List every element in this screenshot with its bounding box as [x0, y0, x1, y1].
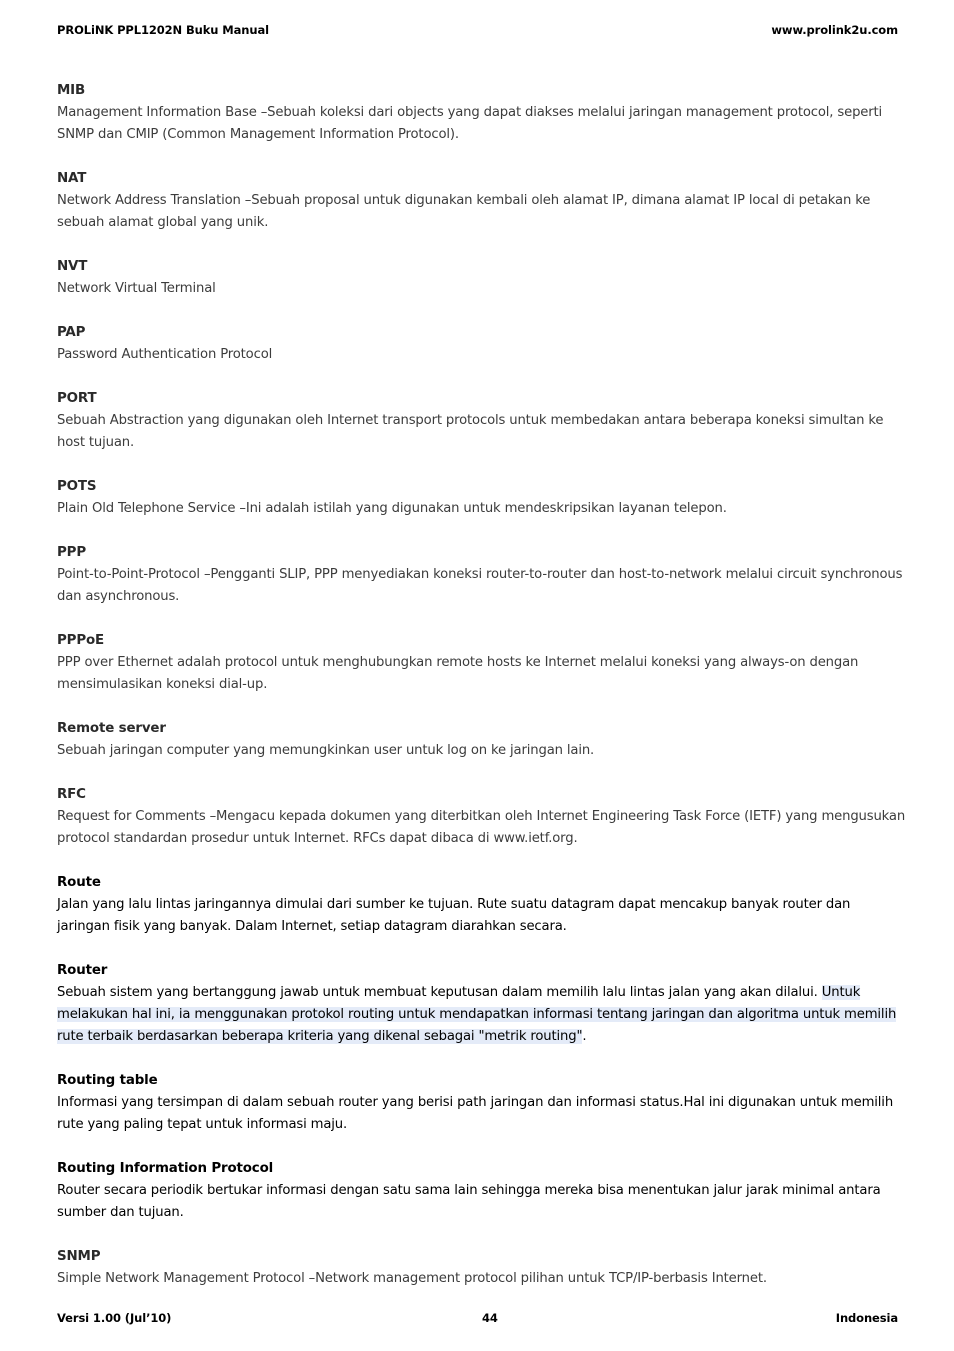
- glossary-entry-remote-server: [57, 718, 907, 762]
- definition-router-text: Sebuah sistem yang bertanggung jawab untuk membuat keputusan dalam memilih lalu lintas jalan yang akan dilalui.: [57, 985, 822, 1000]
- language-label: Indonesia: [835, 1311, 898, 1325]
- glossary-entry-mib: [57, 80, 907, 146]
- definition-router-end: .: [582, 1029, 587, 1044]
- glossary-entry-nvt: [57, 256, 907, 300]
- glossary-entry-pots: [57, 476, 907, 520]
- term-pap: PAP: [57, 325, 86, 340]
- glossary-entry-rip: [57, 1158, 907, 1224]
- definition-port: Sebuah Abstraction yang digunakan oleh Internet transport protocols untuk membedakan antara beberapa koneksi simultan ke host tujuan.: [57, 413, 884, 450]
- definition-pots: Plain Old Telephone Service –Ini adalah istilah yang digunakan untuk mendeskripsikan layanan telepon.: [57, 501, 727, 516]
- definition-route: Jalan yang lalu lintas jaringannya dimulai dari sumber ke tujuan. Rute suatu datagram dapat mencakup banyak router dan jaringan fisik yang banyak. Dalam Internet, setiap datagram diarahkan secara.: [57, 897, 851, 934]
- term-pppoe: PPPoE: [57, 633, 105, 648]
- glossary-entry-port: [57, 388, 907, 454]
- page-footer: [57, 1311, 898, 1325]
- definition-rip: Router secara periodik bertukar informasi dengan satu sama lain sehingga mereka bisa menentukan jalur jarak minimal antara sumber dan tujuan.: [57, 1183, 881, 1220]
- glossary-entry-router: [57, 960, 907, 1048]
- term-port: PORT: [57, 391, 97, 406]
- term-router: Router: [57, 963, 108, 978]
- definition-remote-server: Sebuah jaringan computer yang memungkinkan user untuk log on ke jaringan lain.: [57, 743, 595, 758]
- version-label: Versi 1.00 (Jul’10): [57, 1311, 172, 1325]
- glossary-entry-pppoe: [57, 630, 907, 696]
- glossary-entry-ppp: [57, 542, 907, 608]
- term-mib: MIB: [57, 83, 86, 98]
- glossary-entry-route: [57, 872, 907, 938]
- term-route: Route: [57, 875, 101, 890]
- term-ppp: PPP: [57, 545, 86, 560]
- term-nat: NAT: [57, 171, 87, 186]
- glossary-entry-pap: [57, 322, 907, 366]
- manual-title: PROLiNK PPL1202N Buku Manual: [57, 23, 269, 37]
- term-pots: POTS: [57, 479, 97, 494]
- definition-router-highlight: Untuk melakukan hal ini, ia menggunakan protokol routing untuk mendapatkan informasi tentang jaringan dan algoritma untuk memilih rute terbaik berdasarkan beberapa kriteria yang dikenal sebagai "metrik routing": [57, 985, 897, 1044]
- glossary-entry-rfc: [57, 784, 907, 850]
- definition-rfc: Request for Comments –Mengacu kepada dokumen yang diterbitkan oleh Internet Engineering Task Force (IETF) yang mengusukan protocol standardan prosedur untuk Internet. RFCs dapat dibaca di www.ietf.org.: [57, 809, 906, 846]
- glossary-entry-routing-table: [57, 1070, 907, 1136]
- term-rip: Routing Information Protocol: [57, 1161, 274, 1176]
- term-nvt: NVT: [57, 259, 88, 274]
- term-routing-table: Routing table: [57, 1073, 158, 1088]
- page-number: 44: [482, 1311, 498, 1325]
- page-header: [57, 23, 898, 37]
- glossary-content: [57, 80, 907, 1312]
- definition-snmp: Simple Network Management Protocol –Network management protocol pilihan untuk TCP/IP-berbasis Internet.: [57, 1271, 767, 1286]
- glossary-entry-nat: [57, 168, 907, 234]
- definition-ppp: Point-to-Point-Protocol –Pengganti SLIP, PPP menyediakan koneksi router-to-router dan host-to-network melalui circuit synchronous dan asynchronous.: [57, 567, 903, 604]
- definition-nvt: Network Virtual Terminal: [57, 281, 216, 296]
- glossary-entry-snmp: [57, 1246, 907, 1290]
- term-snmp: SNMP: [57, 1249, 101, 1264]
- definition-mib: Management Information Base –Sebuah koleksi dari objects yang dapat diakses melalui jaringan management protocol, seperti SNMP dan CMIP (Common Management Information Protocol).: [57, 105, 883, 142]
- term-remote-server: Remote server: [57, 721, 166, 736]
- definition-routing-table: Informasi yang tersimpan di dalam sebuah router yang berisi path jaringan dan informasi status.Hal ini digunakan untuk memilih rute yang paling tepat untuk informasi maju.: [57, 1095, 894, 1132]
- definition-nat: Network Address Translation –Sebuah proposal untuk digunakan kembali oleh alamat IP, dimana alamat IP local di petakan ke sebuah alamat global yang unik.: [57, 193, 871, 230]
- definition-pppoe: PPP over Ethernet adalah protocol untuk menghubungkan remote hosts ke Internet melalui koneksi yang always-on dengan mensimulasikan koneksi dial-up.: [57, 655, 859, 692]
- term-rfc: RFC: [57, 787, 86, 802]
- website-url: www.prolink2u.com: [771, 23, 898, 37]
- definition-router: [57, 982, 907, 1048]
- definition-pap: Password Authentication Protocol: [57, 347, 273, 362]
